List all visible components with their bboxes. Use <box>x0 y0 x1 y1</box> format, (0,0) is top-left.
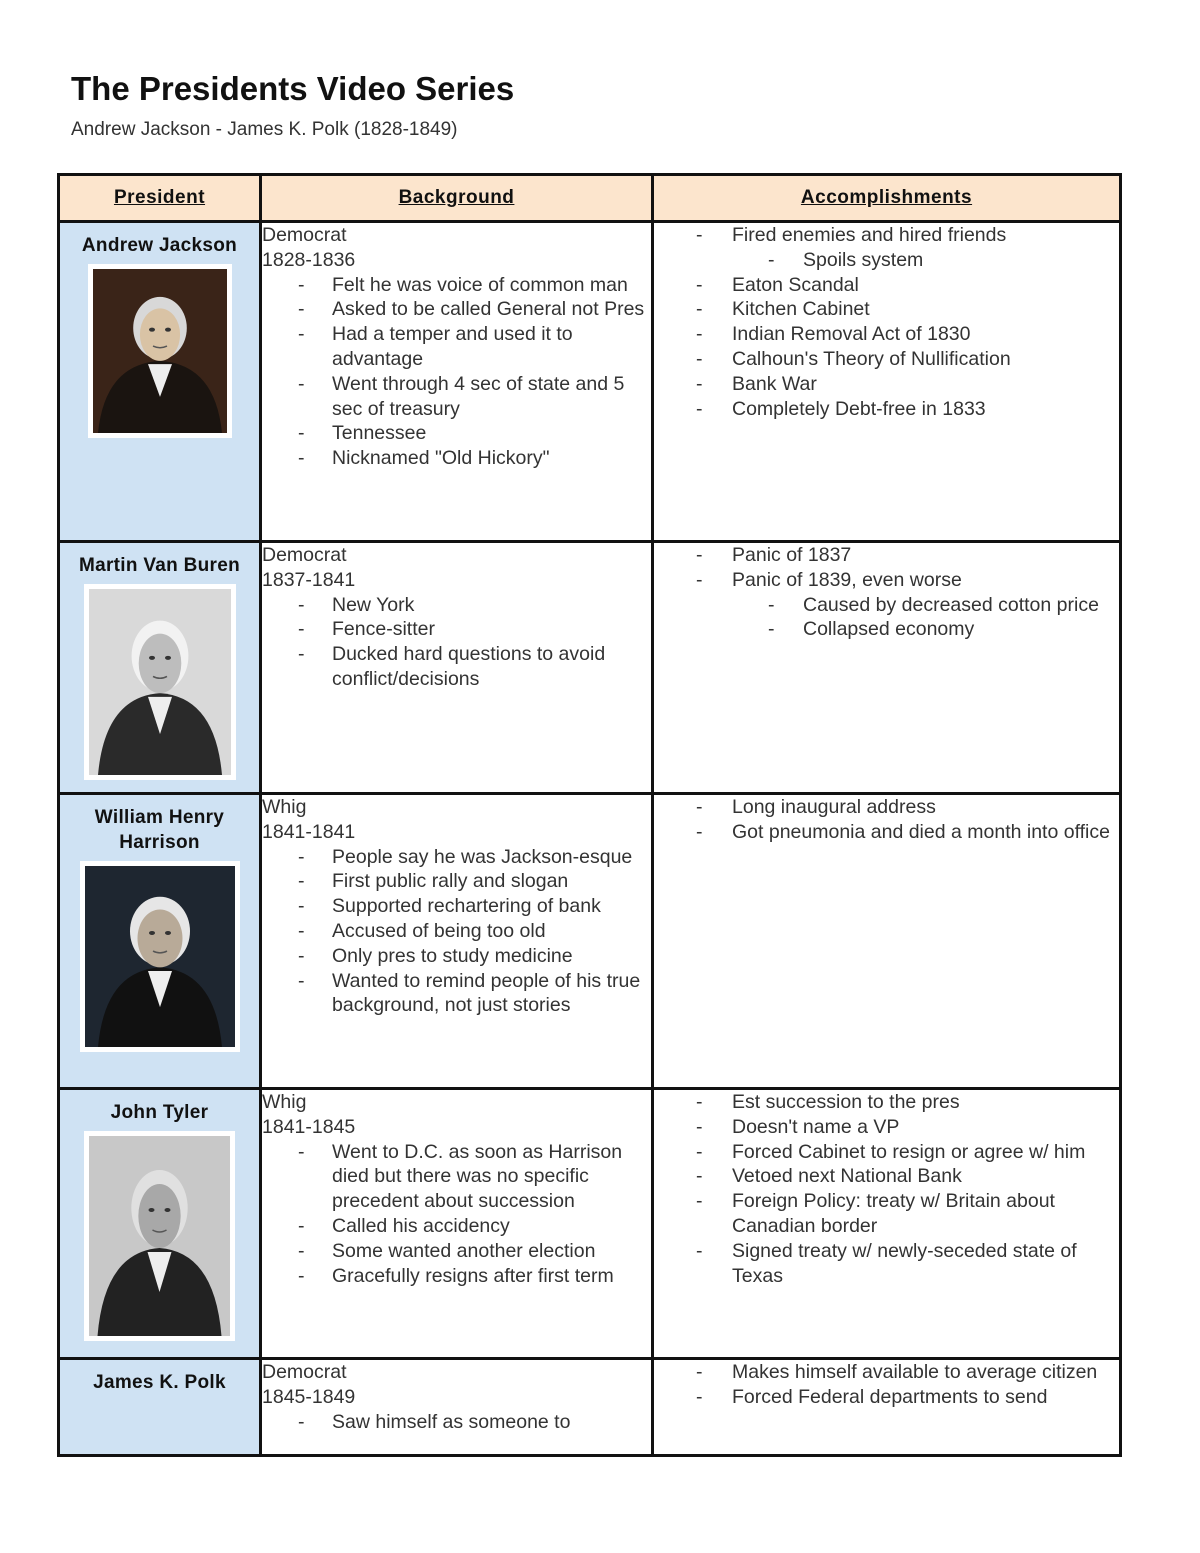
dash-bullet: - <box>696 347 703 370</box>
accomplishments-cell <box>653 1089 1121 1359</box>
list-item <box>654 372 1119 397</box>
dash-bullet: - <box>696 1190 703 1213</box>
dash-bullet: - <box>696 372 703 395</box>
list-item <box>262 969 651 1019</box>
dash-bullet: - <box>298 273 305 296</box>
dash-bullet: - <box>298 447 305 470</box>
dash-bullet: - <box>298 1410 305 1433</box>
dash-bullet: - <box>696 1115 703 1138</box>
list-item <box>262 869 651 894</box>
list-item-text: Went through 4 sec of state and 5 sec of treasury <box>332 372 625 420</box>
president-portrait <box>84 584 236 780</box>
list-item <box>654 795 1119 820</box>
list-item <box>654 273 1119 298</box>
list-item-text: Indian Removal Act of 1830 <box>732 323 971 346</box>
list-item-text: Supported rechartering of bank <box>332 895 601 918</box>
party-text: Democrat <box>262 224 347 246</box>
list-item-text: Accused of being too old <box>332 919 546 942</box>
dash-bullet: - <box>298 919 305 942</box>
background-cell <box>261 1359 653 1456</box>
president-cell <box>59 1359 261 1456</box>
list-item-text: Long inaugural address <box>732 796 936 818</box>
term-years: 1845-1849 <box>262 1385 356 1408</box>
dash-bullet: - <box>298 372 305 395</box>
table-row <box>59 1359 1121 1456</box>
list-item-text: First public rally and slogan <box>332 870 569 893</box>
header-accomplishments: Accomplishments <box>653 175 1121 222</box>
list-item-text: Forced Cabinet to resign or agree w/ him <box>732 1140 1086 1163</box>
party-text: Democrat <box>262 544 347 566</box>
list-item <box>262 845 651 870</box>
list-item-text: Makes himself available to average citizen <box>732 1361 1098 1383</box>
list-item <box>654 322 1119 347</box>
term-years: 1837-1841 <box>262 568 356 591</box>
list-item-text: Had a temper and used it to advantage <box>332 323 573 370</box>
list-item <box>262 1239 651 1264</box>
dash-bullet: - <box>696 568 703 591</box>
list-item <box>262 421 651 446</box>
list-item <box>654 223 1119 248</box>
list-item <box>262 297 651 322</box>
list-item-text: Bank War <box>732 372 817 395</box>
list-item <box>262 1214 651 1239</box>
president-portrait <box>84 1131 235 1341</box>
list-item <box>262 372 651 422</box>
term-years: 1841-1845 <box>262 1115 356 1138</box>
list-item <box>262 919 651 944</box>
list-item <box>262 944 651 969</box>
party-text: Democrat <box>262 1361 347 1383</box>
list-item-text: Collapsed economy <box>803 618 975 641</box>
dash-bullet: - <box>298 870 305 893</box>
list-item <box>654 1360 1119 1385</box>
list-item-text: Fence-sitter <box>332 618 435 641</box>
party-text: Whig <box>262 1091 307 1113</box>
dash-bullet: - <box>696 1165 703 1188</box>
list-item <box>654 1164 1119 1189</box>
dash-bullet: - <box>696 1239 703 1262</box>
background-cell <box>261 794 653 1089</box>
list-item <box>654 820 1119 845</box>
list-item-text: Completely Debt-free in 1833 <box>732 397 986 420</box>
dash-bullet: - <box>768 248 775 271</box>
dash-bullet: - <box>298 1214 305 1237</box>
president-name: William Henry Harrison <box>94 807 225 853</box>
dash-bullet: - <box>696 1140 703 1163</box>
accomplishments-cell <box>653 222 1121 542</box>
list-item <box>262 1140 651 1214</box>
party-text: Whig <box>262 796 307 818</box>
list-item <box>654 1239 1119 1289</box>
president-cell <box>59 1089 261 1359</box>
dash-bullet: - <box>696 397 703 420</box>
term-years: 1841-1841 <box>262 820 356 843</box>
dash-bullet: - <box>298 422 305 445</box>
dash-bullet: - <box>696 796 703 818</box>
background-cell <box>261 542 653 794</box>
dash-bullet: - <box>298 1140 305 1163</box>
list-item-text: Felt he was voice of common man <box>332 273 628 296</box>
list-item <box>262 1264 651 1289</box>
list-item <box>262 593 651 618</box>
dash-bullet: - <box>696 323 703 346</box>
list-item-text: Only pres to study medicine <box>332 944 573 967</box>
list-item <box>654 347 1119 372</box>
table-row <box>59 794 1121 1089</box>
list-item <box>654 543 1119 568</box>
list-item <box>654 248 1119 273</box>
list-item <box>262 322 651 372</box>
list-item-text: People say he was Jackson-esque <box>332 845 633 868</box>
dash-bullet: - <box>768 618 775 641</box>
list-item-text: Called his accidency <box>332 1214 510 1237</box>
list-item-text: Ducked hard questions to avoid conflict/decisions <box>332 643 606 690</box>
dash-bullet: - <box>696 1385 703 1408</box>
list-item-text: Wanted to remind people of his true background, not just stories <box>332 969 641 1017</box>
list-item-text: Fired enemies and hired friends <box>732 224 1007 246</box>
list-item-text: Nicknamed "Old Hickory" <box>332 447 550 470</box>
president-portrait <box>80 861 240 1052</box>
president-cell <box>59 794 261 1089</box>
dash-bullet: - <box>298 643 305 666</box>
list-item <box>262 446 651 471</box>
list-item <box>262 1410 651 1435</box>
list-item <box>654 1140 1119 1165</box>
list-item-text: Asked to be called General not Pres <box>332 298 645 321</box>
table-row <box>59 1089 1121 1359</box>
president-cell <box>59 222 261 542</box>
list-item-text: Est succession to the pres <box>732 1091 960 1113</box>
list-item <box>654 1189 1119 1239</box>
list-item-text: Went to D.C. as soon as Harrison died but there was no specific precedent about succession <box>332 1140 623 1213</box>
list-item-text: Signed treaty w/ newly-seceded state of Texas <box>732 1239 1077 1287</box>
list-item-text: Eaton Scandal <box>732 273 859 296</box>
dash-bullet: - <box>298 969 305 992</box>
list-item <box>654 617 1119 642</box>
president-name: Martin Van Buren <box>78 555 241 576</box>
list-item-text: Panic of 1837 <box>732 544 852 566</box>
list-item-text: Some wanted another election <box>332 1239 596 1262</box>
list-item <box>262 894 651 919</box>
dash-bullet: - <box>696 820 703 843</box>
header-president: President <box>59 175 261 222</box>
dash-bullet: - <box>696 298 703 321</box>
accomplishments-cell <box>653 1359 1121 1456</box>
table-row <box>59 222 1121 542</box>
background-cell <box>261 222 653 542</box>
dash-bullet: - <box>696 273 703 296</box>
page-subtitle: Andrew Jackson - James K. Polk (1828-1849) <box>71 119 458 140</box>
list-item-text: Tennessee <box>332 422 427 445</box>
list-item-text: Caused by decreased cotton price <box>803 593 1099 616</box>
page-title: The Presidents Video Series <box>71 70 515 107</box>
dash-bullet: - <box>696 1091 703 1113</box>
dash-bullet: - <box>298 1264 305 1287</box>
dash-bullet: - <box>298 323 305 346</box>
header-background: Background <box>261 175 653 222</box>
list-item <box>654 568 1119 593</box>
dash-bullet: - <box>298 895 305 918</box>
list-item <box>654 593 1119 618</box>
accomplishments-cell <box>653 542 1121 794</box>
list-item-text: Kitchen Cabinet <box>732 298 870 321</box>
list-item <box>262 642 651 692</box>
list-item <box>654 1090 1119 1115</box>
list-item <box>654 297 1119 322</box>
list-item-text: Forced Federal departments to send <box>732 1385 1048 1408</box>
presidents-table <box>57 173 1122 1457</box>
list-item <box>262 617 651 642</box>
dash-bullet: - <box>298 298 305 321</box>
dash-bullet: - <box>298 593 305 616</box>
president-name: John Tyler <box>110 1102 209 1123</box>
dash-bullet: - <box>696 224 703 246</box>
president-name: James K. Polk <box>93 1372 226 1393</box>
list-item <box>262 273 651 298</box>
list-item-text: New York <box>332 593 415 616</box>
list-item <box>654 397 1119 422</box>
dash-bullet: - <box>298 1239 305 1262</box>
list-item-text: Doesn't name a VP <box>732 1115 900 1138</box>
list-item-text: Spoils system <box>803 248 924 271</box>
dash-bullet: - <box>768 593 775 616</box>
list-item-text: Gracefully resigns after first term <box>332 1264 614 1287</box>
list-item-text: Vetoed next National Bank <box>732 1165 962 1188</box>
list-item <box>654 1115 1119 1140</box>
list-item-text: Panic of 1839, even worse <box>732 568 962 591</box>
president-name: Andrew Jackson <box>81 235 238 256</box>
dash-bullet: - <box>696 544 703 566</box>
background-cell <box>261 1089 653 1359</box>
dash-bullet: - <box>298 944 305 967</box>
dash-bullet: - <box>298 845 305 868</box>
table-header-row <box>59 175 1121 222</box>
list-item-text: Foreign Policy: treaty w/ Britain about Canadian border <box>732 1190 1055 1237</box>
president-cell <box>59 542 261 794</box>
dash-bullet: - <box>298 618 305 641</box>
accomplishments-cell <box>653 794 1121 1089</box>
president-portrait <box>88 264 232 438</box>
table-row <box>59 542 1121 794</box>
list-item-text: Calhoun's Theory of Nullification <box>732 347 1011 370</box>
list-item-text: Got pneumonia and died a month into office <box>732 820 1110 843</box>
list-item <box>654 1385 1119 1410</box>
term-years: 1828-1836 <box>262 248 356 271</box>
dash-bullet: - <box>696 1361 703 1383</box>
table-body <box>59 222 1121 1456</box>
list-item-text: Saw himself as someone to <box>332 1410 571 1433</box>
